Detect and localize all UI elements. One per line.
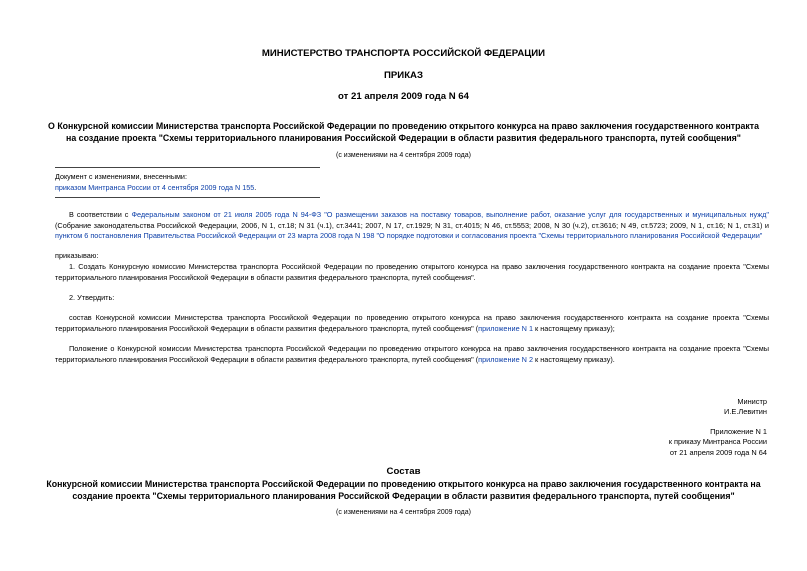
- sub-item-regulation: [55, 344, 769, 365]
- doc-title-line1: О Конкурсной комиссии Министерства транспорта Российской Федерации по проведению открытого конкурса на право заключения государственного контракта: [48, 121, 759, 131]
- changes-box-top-rule: [55, 167, 320, 168]
- doc-date: от 21 апреля 2009 года N 64: [338, 91, 469, 102]
- appendix-reference: [669, 427, 767, 458]
- order-word: приказываю:: [55, 251, 99, 260]
- amendment-link-suffix: .: [254, 182, 257, 192]
- appendix-title-line1: Конкурсной комиссии Министерства транспорта Российской Федерации по проведению открытого конкурса на право заключения государственного контракта на: [46, 479, 761, 489]
- appendix-title: [0, 478, 807, 502]
- appendix-ref-line3: от 21 апреля 2009 года N 64: [669, 447, 767, 457]
- item-1: 1. Создать Конкурсную комиссию Министерства транспорта Российской Федерации по проведению открытого конкурса на право заключения государственного контракта на создание проекта "Схемы территориального планирования Российской Федерации в области развития федерального транспорта, путей сообщения".: [55, 262, 769, 282]
- sub-item-regulation-text: Положение о Конкурсной комиссии Министерства транспорта Российской Федерации по проведению открытого конкурса на право заключения государственного контракта на создание проекта "Схемы территориального планирования Российской Федерации в области развития федерального транспорта, путей сообщения" (: [55, 344, 769, 364]
- appendix-2-link[interactable]: приложение N 2: [478, 354, 534, 364]
- preamble-paragraph: [55, 210, 769, 242]
- appendix-heading: Состав: [386, 466, 421, 477]
- signature-name: И.Е.Левитин: [724, 407, 767, 417]
- government-resolution-link[interactable]: пунктом 6 постановления Правительства Российской Федерации от 23 марта 2008 года N 198 "О порядке подготовки и согласования проекта "Схемы территориального планирования Российской Федерации": [55, 231, 763, 241]
- doc-title-line2: на создание проекта "Схемы территориального планирования Российской Федерации в области развития федерального транспорта, путей сообщения": [66, 133, 741, 143]
- sub-item-composition-tail: к настоящему приказу);: [533, 323, 615, 333]
- amendment-link[interactable]: приказом Минтранса России от 4 сентября 2009 года N 155: [55, 182, 255, 192]
- appendix-amended-note: (с изменениями на 4 сентября 2009 года): [336, 509, 471, 516]
- preamble-text-1: В соответствии с: [69, 210, 132, 219]
- appendix-ref-line1: Приложение N 1: [710, 427, 767, 436]
- sub-item-composition-text: состав Конкурсной комиссии Министерства транспорта Российской Федерации по проведению открытого конкурса на право заключения государственного контракта на создание проекта "Схемы территориального планирования Российской Федерации в области развития федерального транспорта, путей сообщения" (: [55, 313, 769, 333]
- signature-position: Министр: [737, 397, 767, 406]
- appendix-title-line2: создание проекта "Схемы территориального планирования Российской Федерации в области развития федерального транспорта, путей сообщения": [72, 491, 735, 501]
- changes-box-label: Документ с изменениями, внесенными:: [55, 172, 187, 181]
- appendix-1-link[interactable]: приложение N 1: [478, 323, 534, 333]
- sub-item-regulation-tail: к настоящему приказу).: [533, 354, 615, 364]
- doc-type: ПРИКАЗ: [384, 70, 423, 81]
- ministry-name: МИНИСТЕРСТВО ТРАНСПОРТА РОССИЙСКОЙ ФЕДЕРАЦИИ: [261, 48, 546, 59]
- changes-box: [55, 172, 256, 193]
- federal-law-link[interactable]: Федеральным законом от 21 июля 2005 года N 94-ФЗ "О размещении заказов на поставку товаров, выполнение работ, оказание услуг для государственных и муниципальных нужд": [131, 210, 770, 219]
- amended-note: (с изменениями на 4 сентября 2009 года): [336, 152, 471, 159]
- signature-block: [724, 397, 767, 418]
- changes-box-entry: [55, 183, 256, 194]
- item-2: 2. Утвердить:: [69, 293, 115, 302]
- preamble-text-2: (Собрание законодательства Российской Федерации, 2006, N 1, ст.18; N 31 (ч.1), ст.3441; 2007, N 17, ст.1929; N 31, ст.4015; N 46, ст.5553; 2008, N 30 (ч.2), ст.3616; N 49, ст.5723; 2009, N 1, ст.16; N 1, ст.31) и: [55, 220, 769, 230]
- changes-box-bottom-rule: [55, 197, 320, 198]
- doc-title: [0, 120, 807, 144]
- sub-item-composition: [55, 313, 769, 334]
- appendix-ref-line2: к приказу Минтранса России: [668, 437, 767, 447]
